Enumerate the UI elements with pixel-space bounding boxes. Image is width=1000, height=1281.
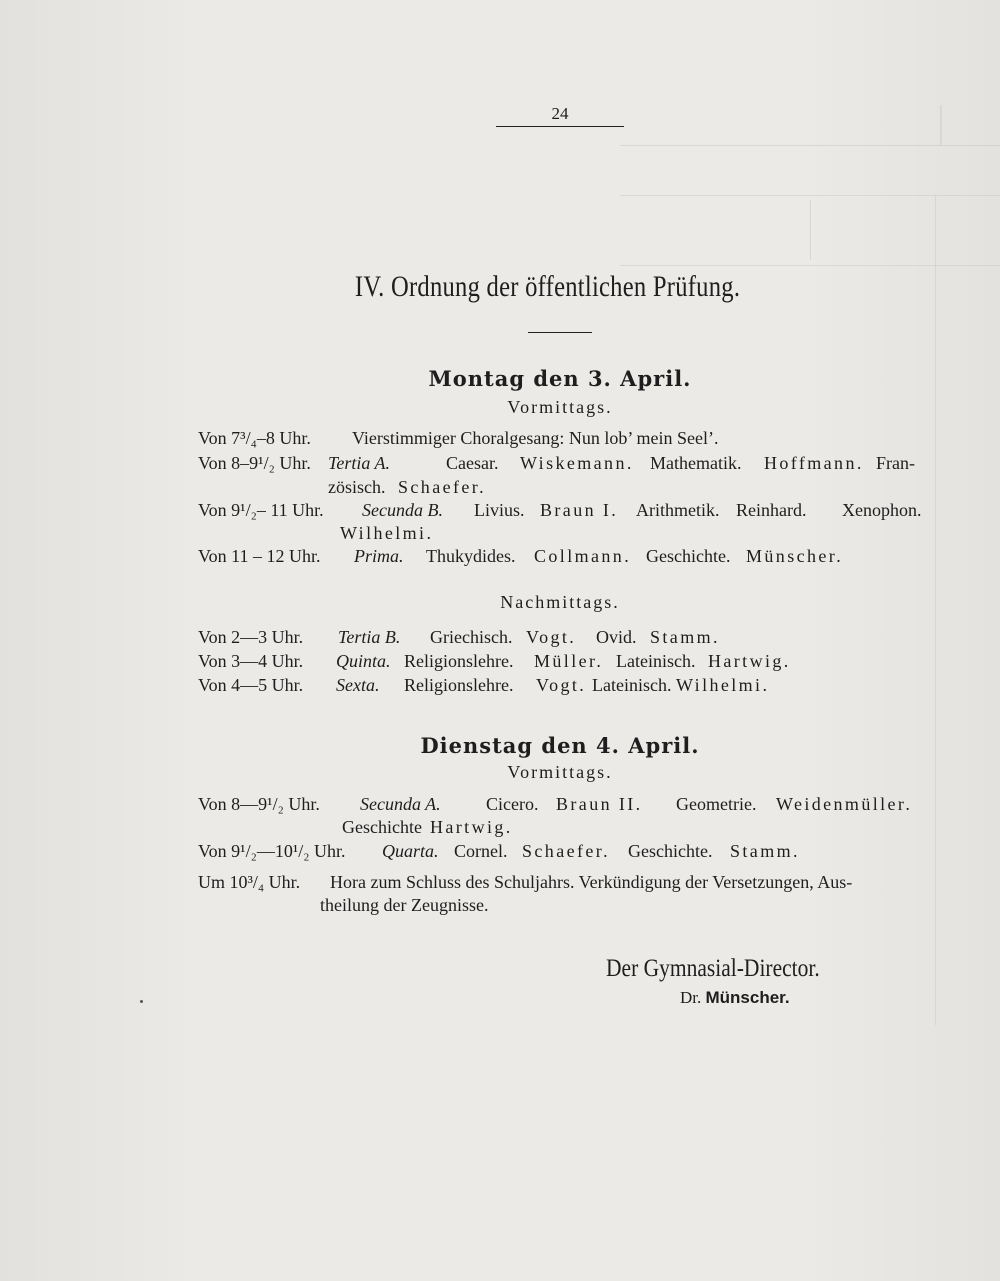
schedule-row xyxy=(198,544,928,568)
schedule-row xyxy=(198,870,928,894)
teacher: Braun II. xyxy=(556,794,643,814)
time-slot: Von 3—4 Uhr. xyxy=(198,651,304,671)
bleed-through-rule xyxy=(620,265,1000,266)
signer-surname: Münscher. xyxy=(705,988,790,1007)
subject: Fran- xyxy=(876,453,915,473)
signer-prefix: Dr. xyxy=(680,988,702,1007)
teacher: Schaefer. xyxy=(522,841,611,861)
time-slot: Von 8–9¹/₂ Uhr. xyxy=(198,453,311,473)
bleed-through-rule xyxy=(810,200,811,260)
page-number: 24 xyxy=(496,104,624,127)
teacher: Hoffmann. xyxy=(764,453,864,473)
time-slot: Von 8—9¹/₂ Uhr. xyxy=(198,794,320,814)
subject: zösisch. xyxy=(328,477,386,497)
subject: Cicero. xyxy=(486,794,539,814)
subject: Ovid. xyxy=(596,627,637,647)
title-divider xyxy=(528,332,592,333)
time-slot: Von 7³/₄–8 Uhr. xyxy=(198,428,311,448)
class-name: Tertia A. xyxy=(328,453,391,473)
schedule-row xyxy=(198,451,928,475)
teacher: Wilhelmi. xyxy=(676,675,770,695)
day-heading-monday: Montag den 3. April. xyxy=(428,366,692,391)
subject: Geschichte. xyxy=(628,841,713,861)
teacher: Hartwig. xyxy=(708,651,791,671)
class-name: Quarta. xyxy=(382,841,439,861)
time-slot: Von 4—5 Uhr. xyxy=(198,675,304,695)
teacher: Braun I. xyxy=(540,500,619,520)
teacher: Stamm. xyxy=(650,627,720,647)
signature-line: Der Gymnasial-Director. xyxy=(606,955,820,982)
subject: Arithmetik. xyxy=(636,500,720,520)
day-heading-tuesday: Dienstag den 4. April. xyxy=(420,733,700,758)
teacher: Schaefer. xyxy=(398,477,487,497)
subject: Lateinisch. xyxy=(592,675,672,695)
class-name: Secunda B. xyxy=(362,500,443,520)
subject: Livius. xyxy=(474,500,525,520)
teacher: Reinhard. xyxy=(736,500,807,520)
subject: Religionslehre. xyxy=(404,651,514,671)
bleed-through-mark xyxy=(940,105,1000,145)
teacher: Vogt. xyxy=(536,675,587,695)
subject: Geschichte. xyxy=(646,546,731,566)
teacher: Hartwig. xyxy=(430,817,513,837)
speck xyxy=(140,1000,143,1003)
entry-text: Vierstimmiger Choralgesang: Nun lob’ mein Seel’. xyxy=(352,428,719,448)
entry-text: Hora zum Schluss des Schuljahrs. Verkündigung der Versetzungen, Aus- xyxy=(330,872,853,892)
schedule-row xyxy=(198,839,928,863)
class-name: Tertia B. xyxy=(338,627,401,647)
subject: Cornel. xyxy=(454,841,508,861)
signer-name xyxy=(680,988,790,1008)
subject: Lateinisch. xyxy=(616,651,696,671)
subject: Xenophon. xyxy=(842,500,922,520)
class-name: Sexta. xyxy=(336,675,380,695)
section-title: IV. Ordnung der öffentlichen Prüfung. xyxy=(354,270,741,303)
schedule-row xyxy=(198,498,928,522)
time-slot: Von 9¹/₂—10¹/₂ Uhr. xyxy=(198,841,346,861)
subject: Geschichte xyxy=(342,817,422,837)
teacher: Collmann. xyxy=(534,546,632,566)
teacher: Stamm. xyxy=(730,841,800,861)
class-name: Quinta. xyxy=(336,651,391,671)
teacher: Vogt. xyxy=(526,627,577,647)
time-slot: Von 9¹/₂– 11 Uhr. xyxy=(198,500,324,520)
time-slot: Um 10³/₄ Uhr. xyxy=(198,872,301,892)
teacher: Münscher. xyxy=(746,546,844,566)
time-slot: Von 2—3 Uhr. xyxy=(198,627,304,647)
subject: Mathematik. xyxy=(650,453,742,473)
schedule-row xyxy=(198,625,928,649)
schedule-row xyxy=(198,673,928,697)
morning-label-monday: Vormittags. xyxy=(507,397,613,417)
bleed-through-rule xyxy=(620,145,1000,146)
entry-text: theilung der Zeugnisse. xyxy=(320,895,489,915)
teacher: Wilhelmi. xyxy=(340,523,434,543)
class-name: Prima. xyxy=(354,546,404,566)
morning-label-tuesday: Vormittags. xyxy=(507,762,613,782)
teacher: Wiskemann. xyxy=(520,453,634,473)
subject: Thukydides. xyxy=(426,546,516,566)
schedule-row xyxy=(198,792,928,816)
subject: Griechisch. xyxy=(430,627,513,647)
subject: Caesar. xyxy=(446,453,499,473)
subject: Religionslehre. xyxy=(404,675,514,695)
schedule-row xyxy=(198,649,928,673)
subject: Geometrie. xyxy=(676,794,757,814)
teacher: Müller. xyxy=(534,651,604,671)
time-slot: Von 11 – 12 Uhr. xyxy=(198,546,321,566)
teacher: Weidenmüller. xyxy=(776,794,913,814)
class-name: Secunda A. xyxy=(360,794,441,814)
afternoon-label-monday: Nachmittags. xyxy=(500,592,620,612)
schedule-row xyxy=(198,426,928,450)
bleed-through-rule xyxy=(620,195,1000,196)
